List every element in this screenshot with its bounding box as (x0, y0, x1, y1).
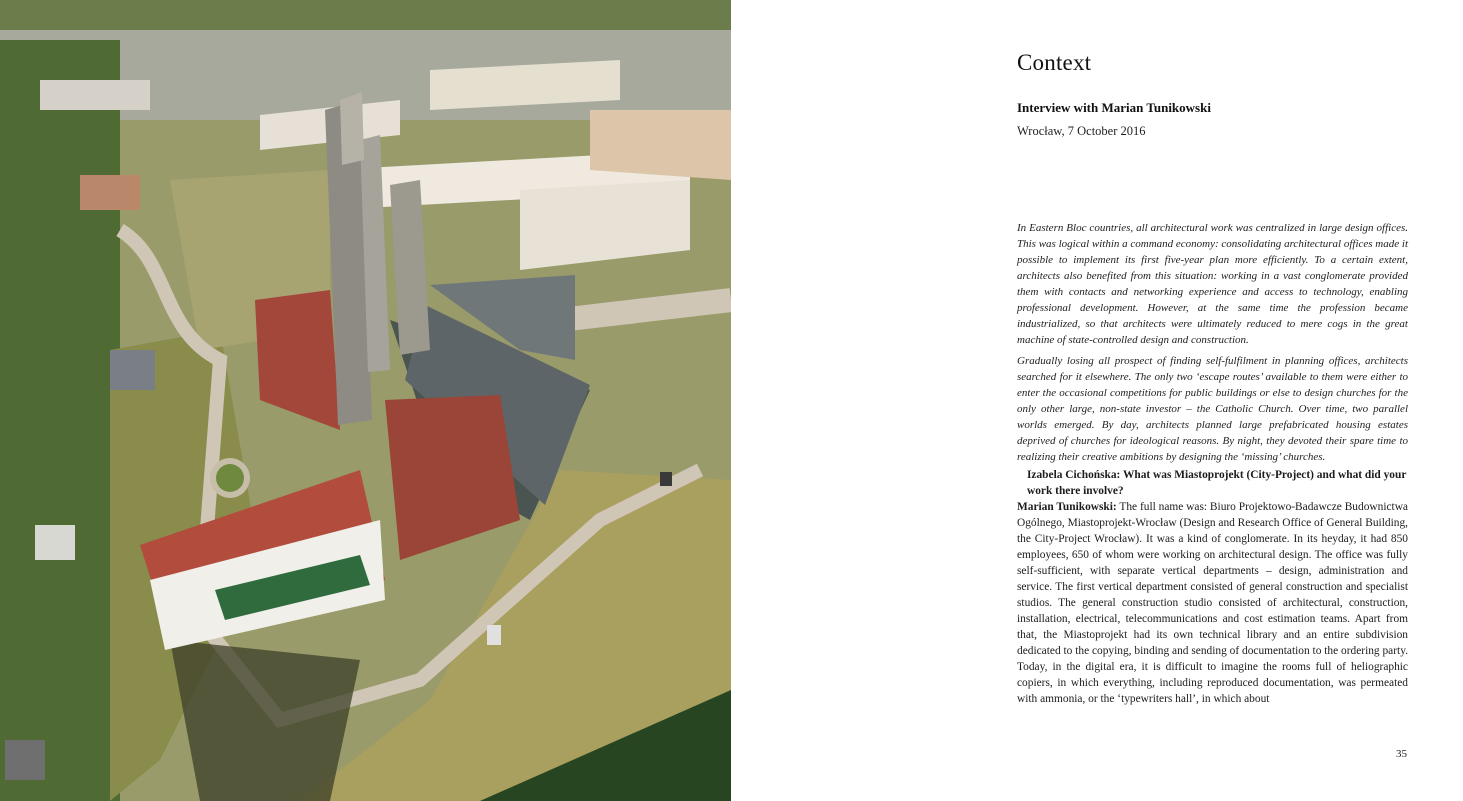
aerial-church-photo (0, 0, 731, 801)
intro-paragraph: Gradually losing all prospect of finding self-fulfilment in planning offices, architects searched for it elsewhere. The only two ‘escape routes’ available to them were either to enter the occasional competitions for public buildings or else to design churches for the only other large, non-state investor – the Catholic Church. Over time, two parallel worlds emerged. By day, architects planned large prefabricated housing estates deprived of churches for ideological reasons. By night, they devoted their spare time to realizing their creative ambitions by designing the ‘missing’ churches. (1017, 355, 1408, 463)
intro-paragraph: In Eastern Bloc countries, all architectural work was centralized in large design offices. This was logical within a command economy: consolidating architectural offices made it possible to implement its first five-year plan more efficiently. To a certain extent, architects also benefited from this situation: working in a vast conglomerate provided them with contacts and networking experience and access to technology, enabling professional development. However, at the same time the profession became industrialized, so that architects were ultimately reduced to mere cogs in the great machine of state-controlled design and construction. (1017, 222, 1408, 346)
text-page (732, 0, 1463, 801)
chapter-title: Context (1017, 50, 1092, 75)
answer-speaker: Marian Tunikowski: (1017, 501, 1117, 513)
intro-text (1017, 220, 1408, 470)
interview-date: Wrocław, 7 October 2016 (1017, 124, 1146, 138)
page-number: 35 (1396, 748, 1407, 760)
interview-answer (1017, 499, 1408, 707)
photo-illustration (0, 0, 731, 801)
interview-body (1017, 467, 1408, 707)
answer-text: The full name was: Biuro Projektowo-Badawcze Budownictwa Ogólnego, Miastoprojekt-Wrocław (Design and Research Office of General Building, the City-Project Wrocław). It was a kind of conglomerate. In its heyday, it had 850 employees, 650 of whom were working on architectural design. The office was fully self-sufficient, with separate vertical departments – design, administration and service. The first vertical department consisted of general construction and specialist studios. The general construction studio consisted of architectural, construction, installation, electrical, telecommunications and cost estimation teams. Apart from that, the Miastoprojekt had its own technical library and an entire subdivision dedicated to the copying, binding and sending of documentation to the ordering party. Today, in the digital era, it is difficult to imagine the rooms full of heliographic copiers, in which everything, including reproduced documentation, was permeated with ammonia, or the ‘typewriters hall’, in which about (1017, 501, 1408, 705)
interview-heading: Interview with Marian Tunikowski (1017, 100, 1211, 115)
interview-question: Izabela Cichońska: What was Miastoprojekt (City-Project) and what did your work there involve? (1027, 469, 1407, 497)
